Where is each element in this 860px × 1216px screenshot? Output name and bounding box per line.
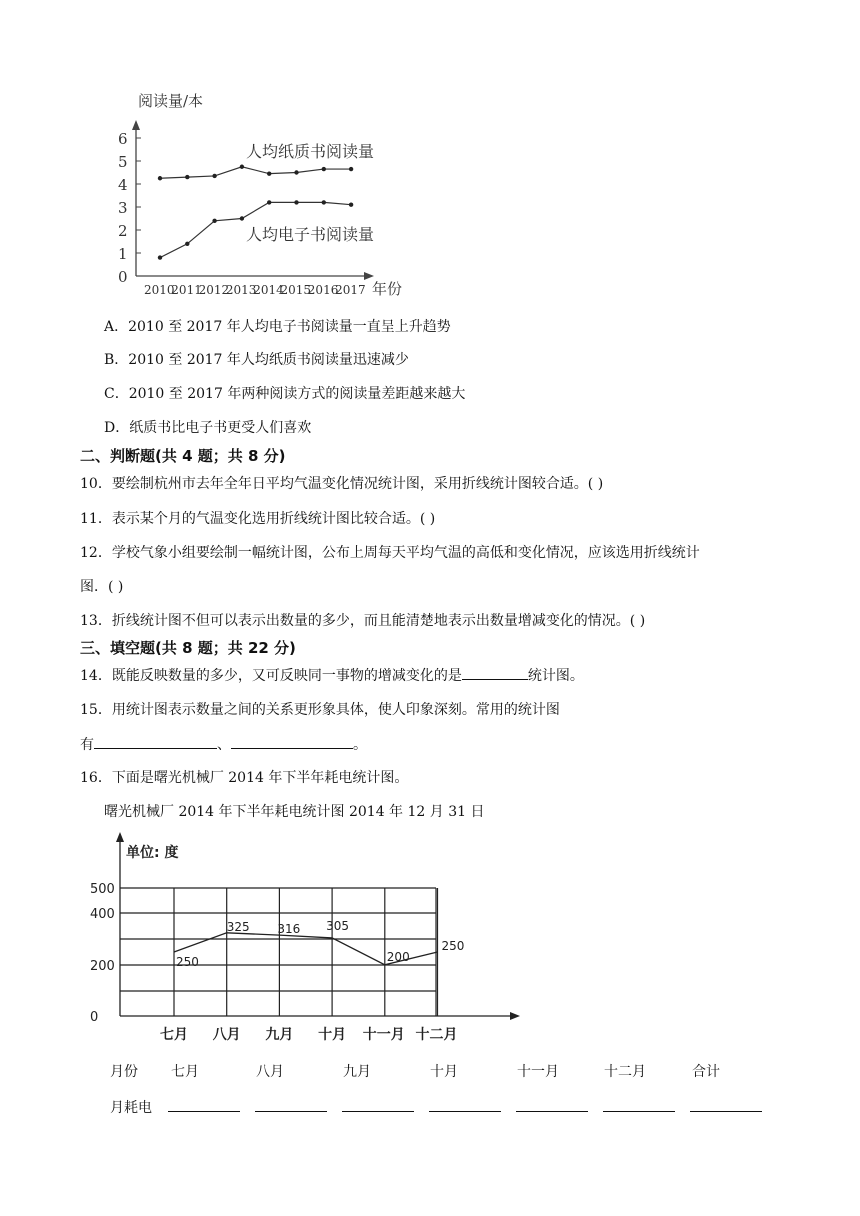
y-tick-label: 6 (118, 130, 128, 148)
table-header-cell: 十月 (430, 1064, 458, 1080)
table-header-cell: 十二月 (604, 1064, 646, 1080)
answer-blank[interactable] (462, 665, 528, 680)
question-12-line2: 图．( ) (80, 579, 124, 595)
question-15-line2 (80, 734, 367, 754)
chart2-caption: 曙光机械厂 2014 年下半年耗电统计图 2014 年 12 月 31 日 (104, 804, 485, 820)
data-point (322, 167, 326, 171)
reading-volume-chart (100, 86, 430, 301)
y-tick-label: 200 (90, 959, 115, 974)
data-point (158, 255, 162, 259)
question-15-line1: 15．用统计图表示数量之间的关系更形象具体，使人印象深刻。常用的统计图 (80, 702, 560, 718)
question-14-text: 14．既能反映数量的多少，又可反映同一事物的增减变化的是 (80, 668, 462, 684)
answer-blank[interactable] (342, 1111, 414, 1112)
x-tick-label: 八月 (212, 1027, 241, 1043)
section2-title: 二、判断题(共 4 题；共 8 分) (80, 447, 286, 465)
option-b: B．2010 至 2017 年人均纸质书阅读量迅速减少 (104, 352, 409, 368)
y-tick-label: 3 (118, 199, 128, 217)
table-row-label: 月份 (110, 1064, 138, 1080)
x-axis-arrow (364, 272, 374, 280)
question-12-line1: 12．学校气象小组要绘制一幅统计图，公布上周每天平均气温的高低和变化情况，应该选用折线统计 (80, 545, 700, 561)
power-consumption-chart (90, 826, 530, 1051)
data-point (158, 176, 162, 180)
table-header-cell: 八月 (256, 1064, 284, 1080)
y-tick-label: 0 (118, 268, 128, 286)
data-point (349, 167, 353, 171)
x-tick-label: 2014 (253, 283, 284, 297)
y-tick-label: 5 (118, 153, 128, 171)
data-point (267, 200, 271, 204)
x-tick-label: 七月 (160, 1027, 188, 1043)
y-axis-arrow (132, 120, 140, 130)
data-point (212, 174, 216, 178)
table-row-label: 月耗电 (110, 1100, 152, 1116)
chart1-legend-ebook: 人均电子书阅读量 (246, 225, 375, 244)
data-point (240, 165, 244, 169)
data-label: 250 (176, 955, 199, 969)
table-header-cell: 九月 (343, 1064, 371, 1080)
question-15-sep: 、 (217, 737, 231, 753)
x-tick-label: 2013 (225, 283, 257, 297)
question-13: 13．折线统计图不但可以表示出数量的多少，而且能清楚地表示出数量增减变化的情况。( ) (80, 613, 646, 629)
data-label: 200 (386, 949, 410, 964)
x-tick-label: 十一月 (362, 1027, 405, 1043)
table-header-cell: 合计 (692, 1064, 720, 1080)
option-c: C．2010 至 2017 年两种阅读方式的阅读量差距越来越大 (104, 386, 466, 402)
answer-blank[interactable] (516, 1111, 588, 1112)
question-16: 16．下面是曙光机械厂 2014 年下半年耗电统计图。 (80, 770, 409, 786)
section3-title: 三、填空题(共 8 题；共 22 分) (80, 639, 296, 657)
data-point (349, 203, 353, 207)
data-point (322, 200, 326, 204)
question-14-suffix: 统计图。 (527, 668, 584, 684)
data-label: 325 (226, 919, 250, 934)
chart1-xlabel: 年份 (372, 280, 403, 298)
data-label: 305 (326, 918, 350, 933)
x-tick-label: 九月 (265, 1027, 294, 1043)
x-tick-label: 2011 (171, 283, 202, 297)
data-label: 250 (441, 939, 465, 953)
answer-blank[interactable] (94, 734, 217, 749)
y-tick-label: 500 (90, 882, 115, 897)
answer-blank[interactable] (429, 1111, 501, 1112)
question-10: 10．要绘制杭州市去年全年日平均气温变化情况统计图，采用折线统计图较合适。( ) (80, 476, 604, 492)
x-tick-label: 十月 (318, 1027, 347, 1043)
question-14 (80, 665, 584, 685)
data-point (185, 175, 189, 179)
chart1-ylabel: 阅读量/本 (138, 92, 204, 110)
table-header-cell: 十一月 (517, 1064, 559, 1080)
chart1-legend-paper: 人均纸质书阅读量 (246, 142, 375, 161)
x-tick-label: 2016 (307, 283, 339, 297)
x-tick-label: 2010 (144, 283, 175, 297)
data-point (267, 171, 271, 175)
x-tick-label: 2015 (280, 283, 312, 297)
data-point (294, 200, 298, 204)
option-a: A．2010 至 2017 年人均电子书阅读量一直呈上升趋势 (104, 319, 451, 335)
question-11: 11．表示某个月的气温变化选用折线统计图比较合适。( ) (80, 511, 436, 527)
answer-blank[interactable] (690, 1111, 762, 1112)
chart2-ylabel: 单位: 度 (126, 845, 179, 861)
data-label: 316 (277, 922, 301, 937)
x-tick-label: 十二月 (415, 1027, 458, 1043)
question-15-prefix: 有 (80, 737, 94, 753)
y-tick-label: 0 (90, 1010, 99, 1025)
x-tick-label: 2017 (335, 283, 366, 297)
data-point (240, 216, 244, 220)
x-axis-arrow (510, 1012, 520, 1020)
question-15-end: 。 (353, 737, 367, 753)
answer-blank[interactable] (231, 734, 353, 749)
table-header-cell: 七月 (171, 1064, 199, 1080)
y-tick-label: 1 (118, 245, 128, 263)
y-axis-arrow (116, 832, 124, 842)
y-tick-label: 4 (118, 176, 128, 194)
data-point (212, 219, 216, 223)
data-point (294, 170, 298, 174)
option-d: D．纸质书比电子书更受人们喜欢 (104, 420, 312, 436)
answer-blank[interactable] (255, 1111, 327, 1112)
answer-blank[interactable] (168, 1111, 240, 1112)
y-tick-label: 2 (118, 222, 128, 240)
x-tick-label: 2012 (198, 283, 230, 297)
y-tick-label: 400 (90, 907, 115, 922)
answer-blank[interactable] (603, 1111, 675, 1112)
data-point (185, 242, 189, 246)
